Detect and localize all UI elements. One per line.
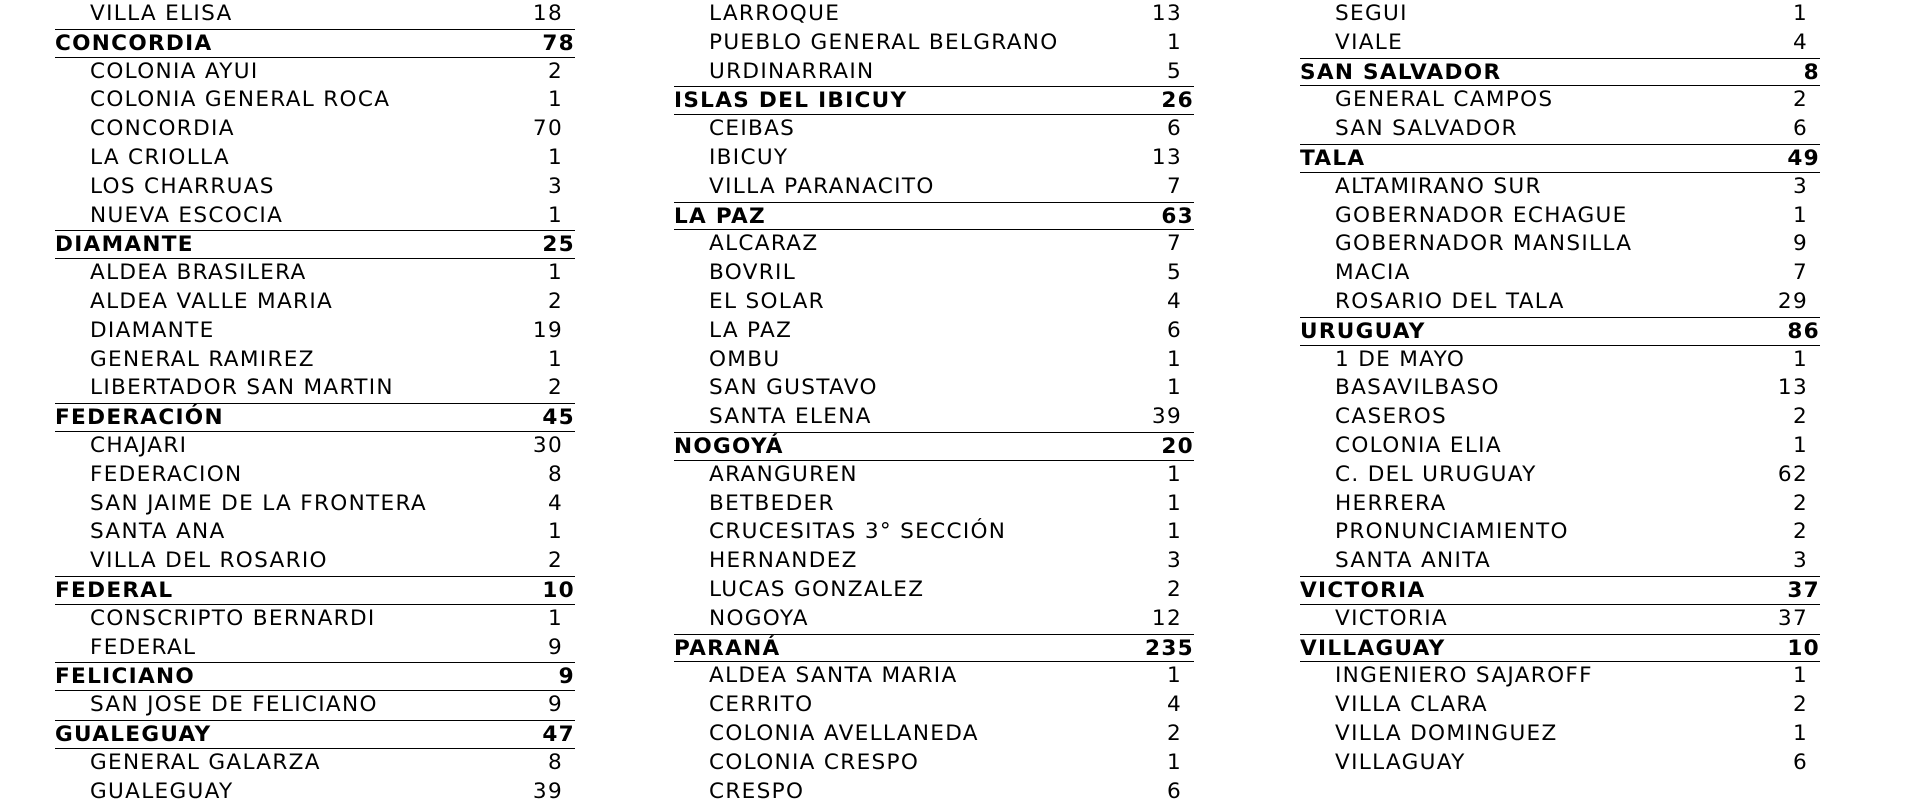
- locality-name: CONSCRIPTO BERNARDI: [90, 605, 376, 631]
- locality-name: ALDEA BRASILERA: [90, 260, 307, 286]
- department-total: 25: [542, 232, 575, 258]
- department-row: [55, 720, 575, 749]
- department-name: FEDERAL: [55, 577, 174, 603]
- locality-row: [674, 778, 1194, 800]
- locality-row: [674, 691, 1194, 720]
- locality-count: 1: [547, 519, 563, 545]
- locality-name: VICTORIA: [1335, 605, 1448, 631]
- department-total: 63: [1161, 203, 1194, 229]
- locality-count: 4: [1166, 288, 1182, 314]
- department-row: [674, 202, 1194, 231]
- locality-count: 1: [547, 260, 563, 286]
- locality-count: 7: [1166, 231, 1182, 257]
- locality-count: 30: [532, 432, 563, 458]
- department-name: VICTORIA: [1300, 577, 1426, 603]
- locality-row: [674, 576, 1194, 605]
- locality-count: 12: [1151, 605, 1182, 631]
- locality-count: 6: [1166, 116, 1182, 142]
- locality-name: SAN JOSE DE FELICIANO: [90, 692, 378, 718]
- table-column-3: [1300, 0, 1820, 778]
- locality-row: [674, 749, 1194, 778]
- locality-row: [1300, 374, 1820, 403]
- department-name: GUALEGUAY: [55, 721, 212, 747]
- department-row: [1300, 58, 1820, 87]
- locality-count: 1: [547, 144, 563, 170]
- locality-row: [1300, 720, 1820, 749]
- locality-name: SANTA ANA: [90, 519, 226, 545]
- locality-row: [1300, 115, 1820, 144]
- locality-count: 1: [1166, 346, 1182, 372]
- department-total: 9: [558, 664, 575, 690]
- locality-count: 39: [532, 778, 563, 800]
- locality-count: 13: [1151, 1, 1182, 26]
- locality-count: 1: [1792, 346, 1808, 372]
- locality-count: 2: [547, 288, 563, 314]
- locality-name: INGENIERO SAJAROFF: [1335, 663, 1593, 689]
- locality-name: COLONIA ELIA: [1335, 432, 1502, 458]
- locality-row: [674, 144, 1194, 173]
- locality-name: SAN SALVADOR: [1335, 116, 1518, 142]
- locality-count: 2: [1792, 490, 1808, 516]
- locality-name: C. DEL URUGUAY: [1335, 461, 1537, 487]
- locality-row: [674, 317, 1194, 346]
- locality-name: GOBERNADOR MANSILLA: [1335, 231, 1633, 257]
- table-column-2: [674, 0, 1194, 800]
- department-row: [674, 86, 1194, 115]
- locality-row: [674, 605, 1194, 634]
- locality-row: [55, 202, 575, 231]
- locality-count: 2: [547, 375, 563, 401]
- locality-row: [674, 58, 1194, 87]
- department-row: [674, 432, 1194, 461]
- locality-count: 9: [547, 692, 563, 718]
- locality-row: [1300, 346, 1820, 375]
- locality-name: FEDERACION: [90, 461, 243, 487]
- locality-count: 2: [1792, 87, 1808, 113]
- locality-row: [1300, 230, 1820, 259]
- locality-row: [55, 634, 575, 663]
- locality-count: 2: [547, 58, 563, 84]
- locality-count: 1: [1166, 749, 1182, 775]
- locality-row: [55, 490, 575, 519]
- department-row: [1300, 634, 1820, 663]
- locality-row: [55, 317, 575, 346]
- locality-row: [674, 720, 1194, 749]
- locality-row: [674, 490, 1194, 519]
- department-name: FELICIANO: [55, 664, 196, 690]
- locality-name: VILLA DOMINGUEZ: [1335, 720, 1558, 746]
- locality-name: HERRERA: [1335, 490, 1447, 516]
- locality-name: LOS CHARRUAS: [90, 173, 275, 199]
- department-total: 26: [1161, 88, 1194, 114]
- locality-name: COLONIA AVELLANEDA: [709, 720, 979, 746]
- locality-count: 1: [547, 87, 563, 113]
- locality-name: CEIBAS: [709, 116, 796, 142]
- locality-name: ALDEA SANTA MARIA: [709, 663, 958, 689]
- locality-count: 1: [1792, 202, 1808, 228]
- locality-name: LA PAZ: [709, 317, 793, 343]
- locality-count: 8: [547, 749, 563, 775]
- locality-name: CRUCESITAS 3° SECCIÓN: [709, 519, 1007, 545]
- department-row: [1300, 576, 1820, 605]
- locality-row: [1300, 490, 1820, 519]
- department-row: [55, 576, 575, 605]
- locality-name: OMBU: [709, 346, 781, 372]
- locality-name: COLONIA GENERAL ROCA: [90, 87, 391, 113]
- locality-name: BASAVILBASO: [1335, 375, 1500, 401]
- locality-row: [674, 403, 1194, 432]
- department-row: [55, 662, 575, 691]
- department-name: URUGUAY: [1300, 318, 1426, 344]
- locality-name: NUEVA ESCOCIA: [90, 202, 284, 228]
- locality-name: LA CRIOLLA: [90, 144, 230, 170]
- locality-count: 4: [1792, 29, 1808, 55]
- locality-row: [1300, 202, 1820, 231]
- department-row: [55, 230, 575, 259]
- locality-count: 2: [547, 548, 563, 574]
- locality-row: [1300, 518, 1820, 547]
- locality-count: 2: [1166, 720, 1182, 746]
- locality-name: SAN GUSTAVO: [709, 375, 878, 401]
- locality-row: [1300, 173, 1820, 202]
- locality-row: [674, 115, 1194, 144]
- locality-name: ROSARIO DEL TALA: [1335, 288, 1565, 314]
- locality-count: 6: [1792, 749, 1808, 775]
- department-name: ISLAS DEL IBICUY: [674, 88, 908, 114]
- locality-row: [1300, 432, 1820, 461]
- locality-count: 3: [1792, 548, 1808, 574]
- locality-row: [55, 346, 575, 375]
- department-row: [674, 634, 1194, 663]
- locality-row: [55, 259, 575, 288]
- department-total: 78: [542, 30, 575, 56]
- locality-row: [1300, 605, 1820, 634]
- locality-count: 1: [547, 202, 563, 228]
- locality-name: CASEROS: [1335, 404, 1448, 430]
- department-total: 86: [1787, 318, 1820, 344]
- locality-name: CONCORDIA: [90, 116, 235, 142]
- locality-count: 39: [1151, 404, 1182, 430]
- locality-name: GENERAL RAMIREZ: [90, 346, 315, 372]
- locality-row: [674, 288, 1194, 317]
- locality-name: VILLA PARANACITO: [709, 173, 935, 199]
- locality-row: [674, 173, 1194, 202]
- locality-row: [55, 749, 575, 778]
- locality-count: 6: [1792, 116, 1808, 142]
- department-name: DIAMANTE: [55, 232, 194, 258]
- department-name: LA PAZ: [674, 203, 767, 229]
- locality-row: [55, 518, 575, 547]
- locality-row: [55, 173, 575, 202]
- locality-name: DIAMANTE: [90, 317, 215, 343]
- locality-name: VILLA DEL ROSARIO: [90, 548, 328, 574]
- locality-name: SEGUI: [1335, 1, 1408, 26]
- locality-name: PUEBLO GENERAL BELGRANO: [709, 29, 1059, 55]
- locality-name: CERRITO: [709, 692, 814, 718]
- department-name: TALA: [1300, 145, 1366, 171]
- locality-row: [55, 0, 575, 29]
- locality-name: PRONUNCIAMIENTO: [1335, 519, 1569, 545]
- department-name: CONCORDIA: [55, 30, 213, 56]
- department-total: 45: [542, 405, 575, 431]
- locality-name: URDINARRAIN: [709, 58, 875, 84]
- locality-name: VILLA ELISA: [90, 1, 233, 26]
- locality-count: 1: [1166, 461, 1182, 487]
- locality-row: [674, 0, 1194, 29]
- locality-row: [1300, 259, 1820, 288]
- locality-count: 4: [1166, 692, 1182, 718]
- locality-name: SANTA ELENA: [709, 404, 872, 430]
- locality-row: [1300, 86, 1820, 115]
- locality-name: MACIA: [1335, 260, 1411, 286]
- locality-row: [674, 547, 1194, 576]
- locality-count: 1: [1166, 519, 1182, 545]
- locality-name: NOGOYA: [709, 605, 809, 631]
- locality-name: VILLAGUAY: [1335, 749, 1466, 775]
- locality-row: [1300, 403, 1820, 432]
- locality-count: 2: [1166, 576, 1182, 602]
- locality-name: 1 DE MAYO: [1335, 346, 1466, 372]
- locality-name: ALTAMIRANO SUR: [1335, 173, 1542, 199]
- locality-name: GUALEGUAY: [90, 778, 234, 800]
- department-total: 20: [1161, 433, 1194, 459]
- locality-name: ARANGUREN: [709, 461, 858, 487]
- department-total: 10: [1787, 635, 1820, 661]
- locality-name: VILLA CLARA: [1335, 692, 1488, 718]
- locality-count: 1: [1166, 663, 1182, 689]
- locality-count: 3: [1166, 548, 1182, 574]
- locality-count: 9: [547, 634, 563, 660]
- locality-row: [55, 605, 575, 634]
- locality-row: [55, 144, 575, 173]
- department-name: SAN SALVADOR: [1300, 59, 1502, 85]
- department-name: NOGOYÁ: [674, 433, 784, 459]
- locality-name: ALDEA VALLE MARIA: [90, 288, 334, 314]
- locality-name: ALCARAZ: [709, 231, 819, 257]
- locality-count: 1: [547, 346, 563, 372]
- locality-row: [55, 778, 575, 800]
- locality-count: 1: [1792, 1, 1808, 26]
- locality-name: BOVRIL: [709, 260, 797, 286]
- locality-count: 1: [1166, 29, 1182, 55]
- locality-name: COLONIA AYUI: [90, 58, 259, 84]
- locality-row: [1300, 749, 1820, 778]
- department-name: PARANÁ: [674, 635, 781, 661]
- department-name: VILLAGUAY: [1300, 635, 1446, 661]
- locality-name: HERNANDEZ: [709, 548, 858, 574]
- locality-count: 13: [1777, 375, 1808, 401]
- locality-count: 8: [547, 461, 563, 487]
- locality-name: LIBERTADOR SAN MARTIN: [90, 375, 394, 401]
- department-row: [1300, 144, 1820, 173]
- locality-row: [55, 374, 575, 403]
- locality-row: [55, 461, 575, 490]
- locality-name: SANTA ANITA: [1335, 548, 1492, 574]
- locality-count: 5: [1166, 58, 1182, 84]
- locality-count: 3: [547, 173, 563, 199]
- table-column-1: [55, 0, 575, 800]
- locality-count: 37: [1777, 605, 1808, 631]
- locality-count: 6: [1166, 317, 1182, 343]
- locality-name: FEDERAL: [90, 634, 197, 660]
- locality-count: 9: [1792, 231, 1808, 257]
- locality-row: [674, 346, 1194, 375]
- department-total: 8: [1803, 59, 1820, 85]
- locality-row: [1300, 547, 1820, 576]
- department-total: 47: [542, 721, 575, 747]
- locality-name: COLONIA CRESPO: [709, 749, 920, 775]
- locality-row: [55, 432, 575, 461]
- locality-row: [55, 86, 575, 115]
- locality-count: 19: [532, 317, 563, 343]
- locality-count: 2: [1792, 404, 1808, 430]
- department-total: 37: [1787, 577, 1820, 603]
- locality-count: 1: [1792, 663, 1808, 689]
- department-name: FEDERACIÓN: [55, 405, 224, 431]
- locality-count: 70: [532, 116, 563, 142]
- locality-count: 18: [532, 1, 563, 26]
- locality-count: 62: [1777, 461, 1808, 487]
- locality-name: GENERAL CAMPOS: [1335, 87, 1554, 113]
- locality-name: CHAJARI: [90, 432, 188, 458]
- locality-name: IBICUY: [709, 144, 789, 170]
- locality-name: GENERAL GALARZA: [90, 749, 321, 775]
- locality-count: 4: [547, 490, 563, 516]
- locality-name: SAN JAIME DE LA FRONTERA: [90, 490, 427, 516]
- locality-row: [1300, 461, 1820, 490]
- locality-count: 1: [547, 605, 563, 631]
- department-row: [55, 403, 575, 432]
- locality-count: 7: [1166, 173, 1182, 199]
- locality-name: GOBERNADOR ECHAGUE: [1335, 202, 1628, 228]
- locality-count: 1: [1792, 720, 1808, 746]
- locality-row: [55, 691, 575, 720]
- locality-count: 3: [1792, 173, 1808, 199]
- locality-name: LUCAS GONZALEZ: [709, 576, 925, 602]
- locality-row: [1300, 662, 1820, 691]
- locality-row: [1300, 288, 1820, 317]
- locality-name: EL SOLAR: [709, 288, 825, 314]
- locality-row: [674, 29, 1194, 58]
- locality-row: [55, 115, 575, 144]
- locality-count: 7: [1792, 260, 1808, 286]
- locality-row: [1300, 691, 1820, 720]
- locality-count: 13: [1151, 144, 1182, 170]
- locality-name: CRESPO: [709, 778, 805, 800]
- locality-count: 1: [1792, 432, 1808, 458]
- locality-count: 1: [1166, 375, 1182, 401]
- locality-count: 5: [1166, 260, 1182, 286]
- locality-count: 2: [1792, 692, 1808, 718]
- locality-row: [674, 518, 1194, 547]
- department-row: [55, 29, 575, 58]
- locality-name: VIALE: [1335, 29, 1404, 55]
- department-total: 10: [542, 577, 575, 603]
- locality-count: 29: [1777, 288, 1808, 314]
- locality-row: [674, 230, 1194, 259]
- department-row: [1300, 317, 1820, 346]
- locality-row: [674, 259, 1194, 288]
- department-total: 235: [1145, 635, 1194, 661]
- locality-count: 2: [1792, 519, 1808, 545]
- locality-row: [55, 547, 575, 576]
- locality-count: 1: [1166, 490, 1182, 516]
- locality-row: [674, 662, 1194, 691]
- locality-name: LARROQUE: [709, 1, 841, 26]
- locality-row: [1300, 29, 1820, 58]
- locality-row: [674, 461, 1194, 490]
- locality-row: [1300, 0, 1820, 29]
- locality-row: [55, 58, 575, 87]
- locality-row: [674, 374, 1194, 403]
- locality-name: BETBEDER: [709, 490, 835, 516]
- department-total: 49: [1787, 145, 1820, 171]
- locality-row: [55, 288, 575, 317]
- locality-count: 6: [1166, 778, 1182, 800]
